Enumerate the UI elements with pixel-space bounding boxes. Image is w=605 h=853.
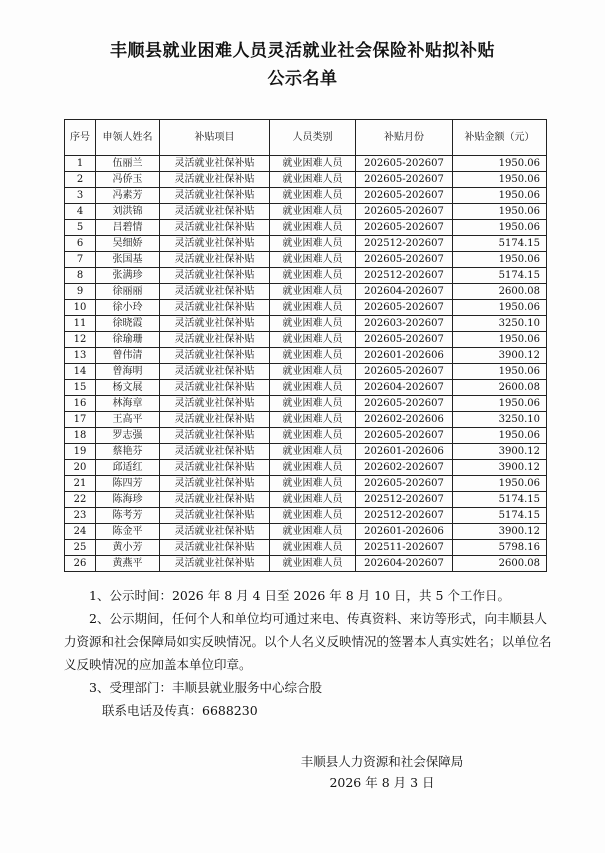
cell-item: 灵活就业社保补贴	[160, 300, 270, 316]
table-row	[65, 332, 547, 348]
header-category: 人员类别	[270, 120, 356, 156]
cell-category: 就业困难人员	[270, 188, 356, 204]
table-row	[65, 412, 547, 428]
cell-amount: 1950.06	[453, 396, 547, 412]
cell-category: 就业困难人员	[270, 252, 356, 268]
cell-months: 202604-202607	[356, 284, 453, 300]
cell-item: 灵活就业社保补贴	[160, 204, 270, 220]
cell-amount: 1950.06	[453, 428, 547, 444]
cell-months: 202512-202607	[356, 508, 453, 524]
cell-amount: 3250.10	[453, 316, 547, 332]
cell-months: 202605-202607	[356, 156, 453, 172]
cell-item: 灵活就业社保补贴	[160, 540, 270, 556]
subsidy-list-table	[64, 119, 547, 572]
cell-amount: 5174.15	[453, 268, 547, 284]
cell-item: 灵活就业社保补贴	[160, 492, 270, 508]
table-row	[65, 364, 547, 380]
cell-amount: 3900.12	[453, 524, 547, 540]
cell-category: 就业困难人员	[270, 284, 356, 300]
cell-name: 陈四芳	[96, 476, 160, 492]
cell-category: 就业困难人员	[270, 172, 356, 188]
header-amount: 补贴金额（元）	[453, 120, 547, 156]
cell-name: 曾海明	[96, 364, 160, 380]
table-row	[65, 284, 547, 300]
table-row	[65, 428, 547, 444]
cell-months: 202605-202607	[356, 252, 453, 268]
cell-category: 就业困难人员	[270, 492, 356, 508]
cell-no: 21	[65, 476, 96, 492]
table-row	[65, 492, 547, 508]
cell-category: 就业困难人员	[270, 156, 356, 172]
note-contact-phone: 联系电话及传真：6688230	[102, 703, 258, 718]
cell-no: 12	[65, 332, 96, 348]
cell-name: 伍丽兰	[96, 156, 160, 172]
cell-item: 灵活就业社保补贴	[160, 236, 270, 252]
cell-amount: 1950.06	[453, 172, 547, 188]
table-row	[65, 556, 547, 572]
table-header-row	[65, 120, 547, 156]
cell-no: 4	[65, 204, 96, 220]
cell-no: 25	[65, 540, 96, 556]
cell-no: 26	[65, 556, 96, 572]
cell-category: 就业困难人员	[270, 380, 356, 396]
cell-category: 就业困难人员	[270, 316, 356, 332]
cell-amount: 3250.10	[453, 412, 547, 428]
cell-no: 1	[65, 156, 96, 172]
notes-section	[64, 584, 554, 722]
cell-months: 202605-202607	[356, 396, 453, 412]
cell-months: 202605-202607	[356, 188, 453, 204]
header-item: 补贴项目	[160, 120, 270, 156]
cell-no: 19	[65, 444, 96, 460]
cell-name: 邱适红	[96, 460, 160, 476]
cell-amount: 3900.12	[453, 460, 547, 476]
table-row	[65, 380, 547, 396]
cell-amount: 1950.06	[453, 156, 547, 172]
cell-name: 黄小芳	[96, 540, 160, 556]
cell-name: 陈金平	[96, 524, 160, 540]
header-months: 补贴月份	[356, 120, 453, 156]
cell-amount: 1950.06	[453, 476, 547, 492]
cell-no: 3	[65, 188, 96, 204]
cell-no: 23	[65, 508, 96, 524]
table-row	[65, 540, 547, 556]
cell-amount: 5174.15	[453, 508, 547, 524]
cell-months: 202605-202607	[356, 428, 453, 444]
table-row	[65, 316, 547, 332]
cell-item: 灵活就业社保补贴	[160, 364, 270, 380]
cell-category: 就业困难人员	[270, 348, 356, 364]
header-no: 序号	[65, 120, 96, 156]
cell-amount: 2600.08	[453, 284, 547, 300]
cell-no: 20	[65, 460, 96, 476]
cell-no: 16	[65, 396, 96, 412]
cell-no: 22	[65, 492, 96, 508]
table-row	[65, 252, 547, 268]
cell-no: 11	[65, 316, 96, 332]
cell-category: 就业困难人员	[270, 508, 356, 524]
cell-category: 就业困难人员	[270, 540, 356, 556]
cell-name: 吴细娇	[96, 236, 160, 252]
cell-name: 徐小玲	[96, 300, 160, 316]
cell-name: 张国基	[96, 252, 160, 268]
cell-amount: 1950.06	[453, 220, 547, 236]
table-row	[65, 476, 547, 492]
note-publicity-period: 1、公示时间：2026 年 8 月 4 日至 2026 年 8 月 10 日，共 5 个工作日。	[89, 588, 510, 603]
cell-name: 徐晓霞	[96, 316, 160, 332]
cell-category: 就业困难人员	[270, 364, 356, 380]
cell-months: 202601-202606	[356, 524, 453, 540]
note-feedback-channels: 2、公示期间，任何个人和单位均可通过来电、传真资料、来访等形式，向丰顺县人力资源和社会保障局如实反映情况。以个人名义反映情况的签署本人真实姓名；以单位名义反映情况的应加盖本单位印章。	[64, 611, 552, 672]
table-row	[65, 460, 547, 476]
cell-no: 18	[65, 428, 96, 444]
cell-item: 灵活就业社保补贴	[160, 268, 270, 284]
cell-amount: 5798.16	[453, 540, 547, 556]
cell-no: 8	[65, 268, 96, 284]
cell-item: 灵活就业社保补贴	[160, 428, 270, 444]
cell-no: 9	[65, 284, 96, 300]
cell-amount: 1950.06	[453, 252, 547, 268]
cell-category: 就业困难人员	[270, 396, 356, 412]
cell-item: 灵活就业社保补贴	[160, 380, 270, 396]
cell-months: 202605-202607	[356, 476, 453, 492]
cell-item: 灵活就业社保补贴	[160, 412, 270, 428]
cell-months: 202511-202607	[356, 540, 453, 556]
cell-no: 24	[65, 524, 96, 540]
cell-category: 就业困难人员	[270, 428, 356, 444]
cell-name: 黄燕平	[96, 556, 160, 572]
cell-category: 就业困难人员	[270, 460, 356, 476]
cell-category: 就业困难人员	[270, 300, 356, 316]
cell-item: 灵活就业社保补贴	[160, 396, 270, 412]
table-row	[65, 300, 547, 316]
cell-item: 灵活就业社保补贴	[160, 316, 270, 332]
cell-amount: 1950.06	[453, 332, 547, 348]
cell-months: 202512-202607	[356, 268, 453, 284]
cell-amount: 3900.12	[453, 444, 547, 460]
document-title: 丰顺县就业困难人员灵活就业社会保险补贴拟补贴	[110, 41, 495, 61]
table-row	[65, 444, 547, 460]
cell-no: 10	[65, 300, 96, 316]
cell-item: 灵活就业社保补贴	[160, 156, 270, 172]
table-row	[65, 348, 547, 364]
cell-amount: 5174.15	[453, 492, 547, 508]
cell-months: 202605-202607	[356, 300, 453, 316]
cell-item: 灵活就业社保补贴	[160, 284, 270, 300]
cell-name: 刘洪锦	[96, 204, 160, 220]
table-row	[65, 236, 547, 252]
cell-category: 就业困难人员	[270, 236, 356, 252]
cell-item: 灵活就业社保补贴	[160, 252, 270, 268]
issuing-organization: 丰顺县人力资源和社会保障局	[300, 754, 464, 769]
document-subtitle: 公示名单	[267, 69, 338, 89]
cell-months: 202605-202607	[356, 172, 453, 188]
cell-category: 就业困难人员	[270, 444, 356, 460]
cell-item: 灵活就业社保补贴	[160, 476, 270, 492]
cell-name: 杨文展	[96, 380, 160, 396]
cell-category: 就业困难人员	[270, 220, 356, 236]
cell-amount: 2600.08	[453, 556, 547, 572]
cell-months: 202601-202606	[356, 444, 453, 460]
cell-name: 徐丽丽	[96, 284, 160, 300]
cell-amount: 5174.15	[453, 236, 547, 252]
cell-no: 5	[65, 220, 96, 236]
issue-date: 2026 年 8 月 3 日	[329, 775, 435, 790]
table-row	[65, 508, 547, 524]
cell-item: 灵活就业社保补贴	[160, 188, 270, 204]
cell-months: 202512-202607	[356, 492, 453, 508]
cell-item: 灵活就业社保补贴	[160, 556, 270, 572]
table-row	[65, 268, 547, 284]
cell-item: 灵活就业社保补贴	[160, 348, 270, 364]
table-row	[65, 524, 547, 540]
cell-name: 王高平	[96, 412, 160, 428]
cell-amount: 1950.06	[453, 364, 547, 380]
header-name: 申领人姓名	[96, 120, 160, 156]
cell-no: 2	[65, 172, 96, 188]
cell-item: 灵活就业社保补贴	[160, 524, 270, 540]
cell-category: 就业困难人员	[270, 556, 356, 572]
cell-amount: 2600.08	[453, 380, 547, 396]
cell-name: 陈海珍	[96, 492, 160, 508]
cell-no: 7	[65, 252, 96, 268]
cell-name: 林海章	[96, 396, 160, 412]
cell-category: 就业困难人员	[270, 204, 356, 220]
cell-category: 就业困难人员	[270, 412, 356, 428]
cell-months: 202602-202607	[356, 460, 453, 476]
cell-item: 灵活就业社保补贴	[160, 220, 270, 236]
table-row	[65, 204, 547, 220]
cell-months: 202603-202607	[356, 316, 453, 332]
cell-name: 蔡艳芬	[96, 444, 160, 460]
cell-name: 冯侨玉	[96, 172, 160, 188]
cell-item: 灵活就业社保补贴	[160, 172, 270, 188]
cell-amount: 1950.06	[453, 300, 547, 316]
cell-item: 灵活就业社保补贴	[160, 332, 270, 348]
note-receiving-department: 3、受理部门：丰顺县就业服务中心综合股	[89, 680, 322, 695]
cell-name: 曾伟清	[96, 348, 160, 364]
table-row	[65, 172, 547, 188]
cell-amount: 1950.06	[453, 204, 547, 220]
table-row	[65, 156, 547, 172]
cell-name: 冯素芳	[96, 188, 160, 204]
cell-item: 灵活就业社保补贴	[160, 508, 270, 524]
cell-name: 张满珍	[96, 268, 160, 284]
cell-category: 就业困难人员	[270, 476, 356, 492]
cell-months: 202605-202607	[356, 332, 453, 348]
cell-name: 吕碧情	[96, 220, 160, 236]
cell-months: 202604-202607	[356, 556, 453, 572]
cell-category: 就业困难人员	[270, 268, 356, 284]
cell-name: 徐瑜珊	[96, 332, 160, 348]
cell-no: 17	[65, 412, 96, 428]
cell-months: 202512-202607	[356, 236, 453, 252]
cell-months: 202605-202607	[356, 220, 453, 236]
cell-item: 灵活就业社保补贴	[160, 444, 270, 460]
cell-no: 13	[65, 348, 96, 364]
cell-months: 202605-202607	[356, 364, 453, 380]
cell-amount: 1950.06	[453, 188, 547, 204]
cell-months: 202605-202607	[356, 204, 453, 220]
cell-item: 灵活就业社保补贴	[160, 460, 270, 476]
table-row	[65, 396, 547, 412]
cell-no: 15	[65, 380, 96, 396]
cell-months: 202604-202607	[356, 380, 453, 396]
cell-category: 就业困难人员	[270, 332, 356, 348]
table-row	[65, 220, 547, 236]
cell-category: 就业困难人员	[270, 524, 356, 540]
cell-months: 202601-202606	[356, 348, 453, 364]
cell-months: 202602-202606	[356, 412, 453, 428]
cell-name: 罗志强	[96, 428, 160, 444]
cell-amount: 3900.12	[453, 348, 547, 364]
cell-no: 6	[65, 236, 96, 252]
table-row	[65, 188, 547, 204]
cell-no: 14	[65, 364, 96, 380]
cell-name: 陈考芳	[96, 508, 160, 524]
